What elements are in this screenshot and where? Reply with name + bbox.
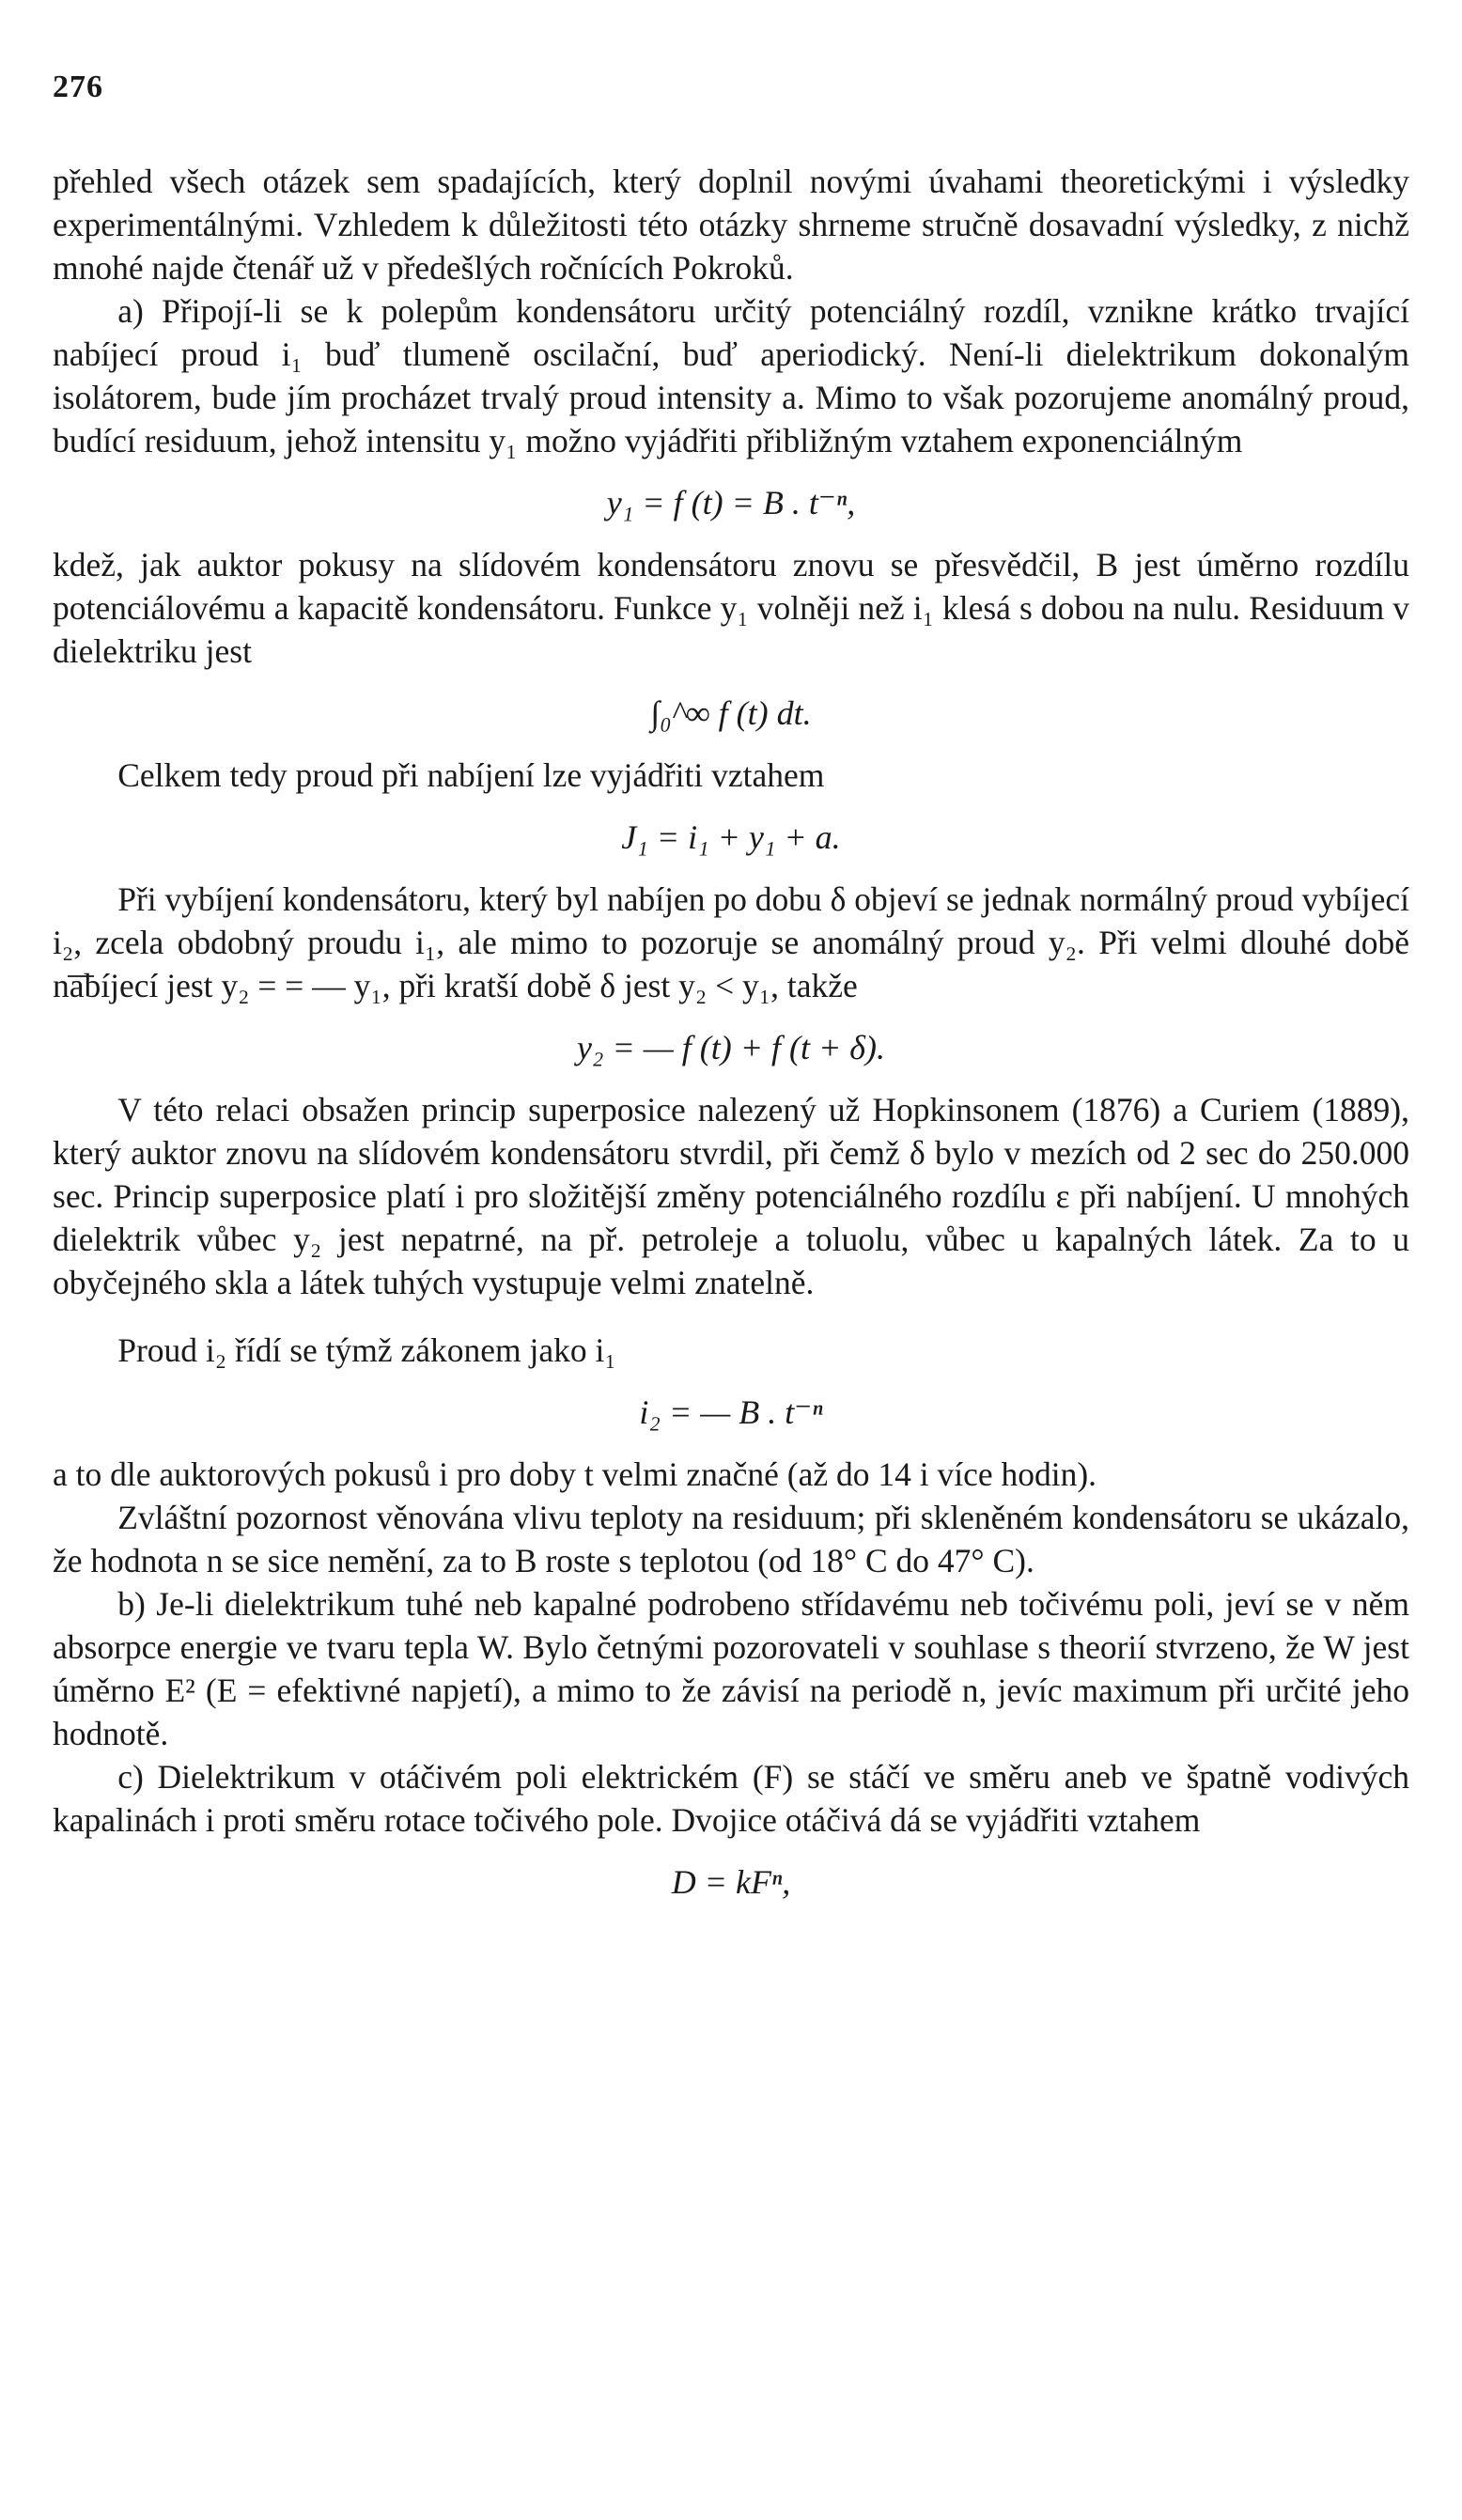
paragraph-intro: přehled všech otázek sem spadajících, který doplnil novými úvahami theoretickými i výsledky experimentálnými. Vzhledem k důležitosti této otázky shrneme stručně dosavadní výsledky, z nichž mnohé najde čtenář už v předešlých ročnících Pokroků. [53, 163, 1409, 287]
page-body [53, 160, 1409, 1922]
paragraph-discharge: Při vybíjení kondensátoru, který byl nabíjen po dobu δ objeví se jednak normálný proud vybíjecí i₂, zcela obdobný proudu i₁, ale mimo to pozoruje se anomálný proud y₂. Při velmi dlouhé době nabíjecí jest y₂ = = — y₁, při kratší době δ jest y₂ < y₁, takže [53, 880, 1409, 1004]
paragraph-temperature: Zvláštní pozornost věnována vlivu teploty na residuum; při skleněném kondensátoru se ukázalo, že hodnota n se sice nemění, za to B roste s teplotou (od 18° C do 47° C). [53, 1499, 1409, 1579]
equation-y1: y₁ = f (t) = B . t⁻ⁿ, [606, 484, 856, 521]
equation-i2: i₂ = — B . t⁻ⁿ [639, 1393, 823, 1431]
equation-d: D = kFⁿ, [671, 1863, 791, 1901]
equation-integral: ∫₀^∞ f (t) dt. [650, 694, 812, 732]
page-number: 276 [53, 70, 103, 104]
paragraph-experiments: a to dle auktorových pokusů i pro doby t velmi značné (až do 14 i více hodin). [53, 1455, 1097, 1493]
paragraph-residuum: kdež, jak auktor pokusy na slídovém kondensátoru znovu se přesvědčil, B jest úměrno rozdílu potenciálovému a kapacitě kondensátoru. Funkce y₁ volněji než i₁ klesá s dobou na nulu. Residuum v dielektriku jest [53, 546, 1409, 670]
paragraph-c: c) Dielektrikum v otáčivém poli elektrickém (F) se stáčí ve směru aneb ve špatně vodivých kapalinách i proti směru rotace točivého pole. Dvojice otáčivá dá se vyjádřiti vztahem [53, 1758, 1409, 1839]
paragraph-i2-law: Proud i₂ řídí se týmž zákonem jako i₁ [117, 1331, 616, 1369]
equation-j1: J₁ = i₁ + y₁ + a. [621, 818, 841, 856]
paragraph-b: b) Je-li dielektrikum tuhé neb kapalné podrobeno střídavému neb točivému poli, jeví se v něm absorpce energie ve tvaru tepla W. Bylo četnými pozorovateli v souhlase s theorií stvrzeno, že W jest úměrno E² (E = efektivné napjetí), a mimo to že závisí na periodě n, jevíc maximum při určité jeho hodnotě. [53, 1585, 1409, 1752]
paragraph-a: a) Připojí-li se k polepům kondensátoru určitý potenciálný rozdíl, vznikne krátko trvající nabíjecí proud i₁ buď tlumeně oscilační, buď aperiodický. Není-li dielektrikum dokonalým isolátorem, bude jím procházet trvalý proud intensity a. Mimo to však pozorujeme anomálný proud, budící residuum, jehož intensitu y₁ možno vyjádřiti přibližným vztahem exponenciálným [53, 292, 1409, 459]
equation-y2: y₂ = — f (t) + f (t + δ). [576, 1029, 886, 1066]
paragraph-total-current: Celkem tedy proud při nabíjení lze vyjádřiti vztahem [117, 756, 825, 794]
paragraph-superposition: V této relaci obsažen princip superposice nalezený už Hopkinsonem (1876) a Curiem (1889), který auktor znovu na slídovém kondensátoru stvrdil, při čemž δ bylo v mezích od 2 sec do 250.000 sec. Princip superposice platí i pro složitější změny potenciálného rozdílu ε při nabíjení. U mnohých dielektrik vůbec y₂ jest nepatrné, na př. petroleje a toluolu, vůbec u kapalných látek. Za to u obyčejného skla a látek tuhých vystupuje velmi znatelně. [53, 1091, 1409, 1301]
